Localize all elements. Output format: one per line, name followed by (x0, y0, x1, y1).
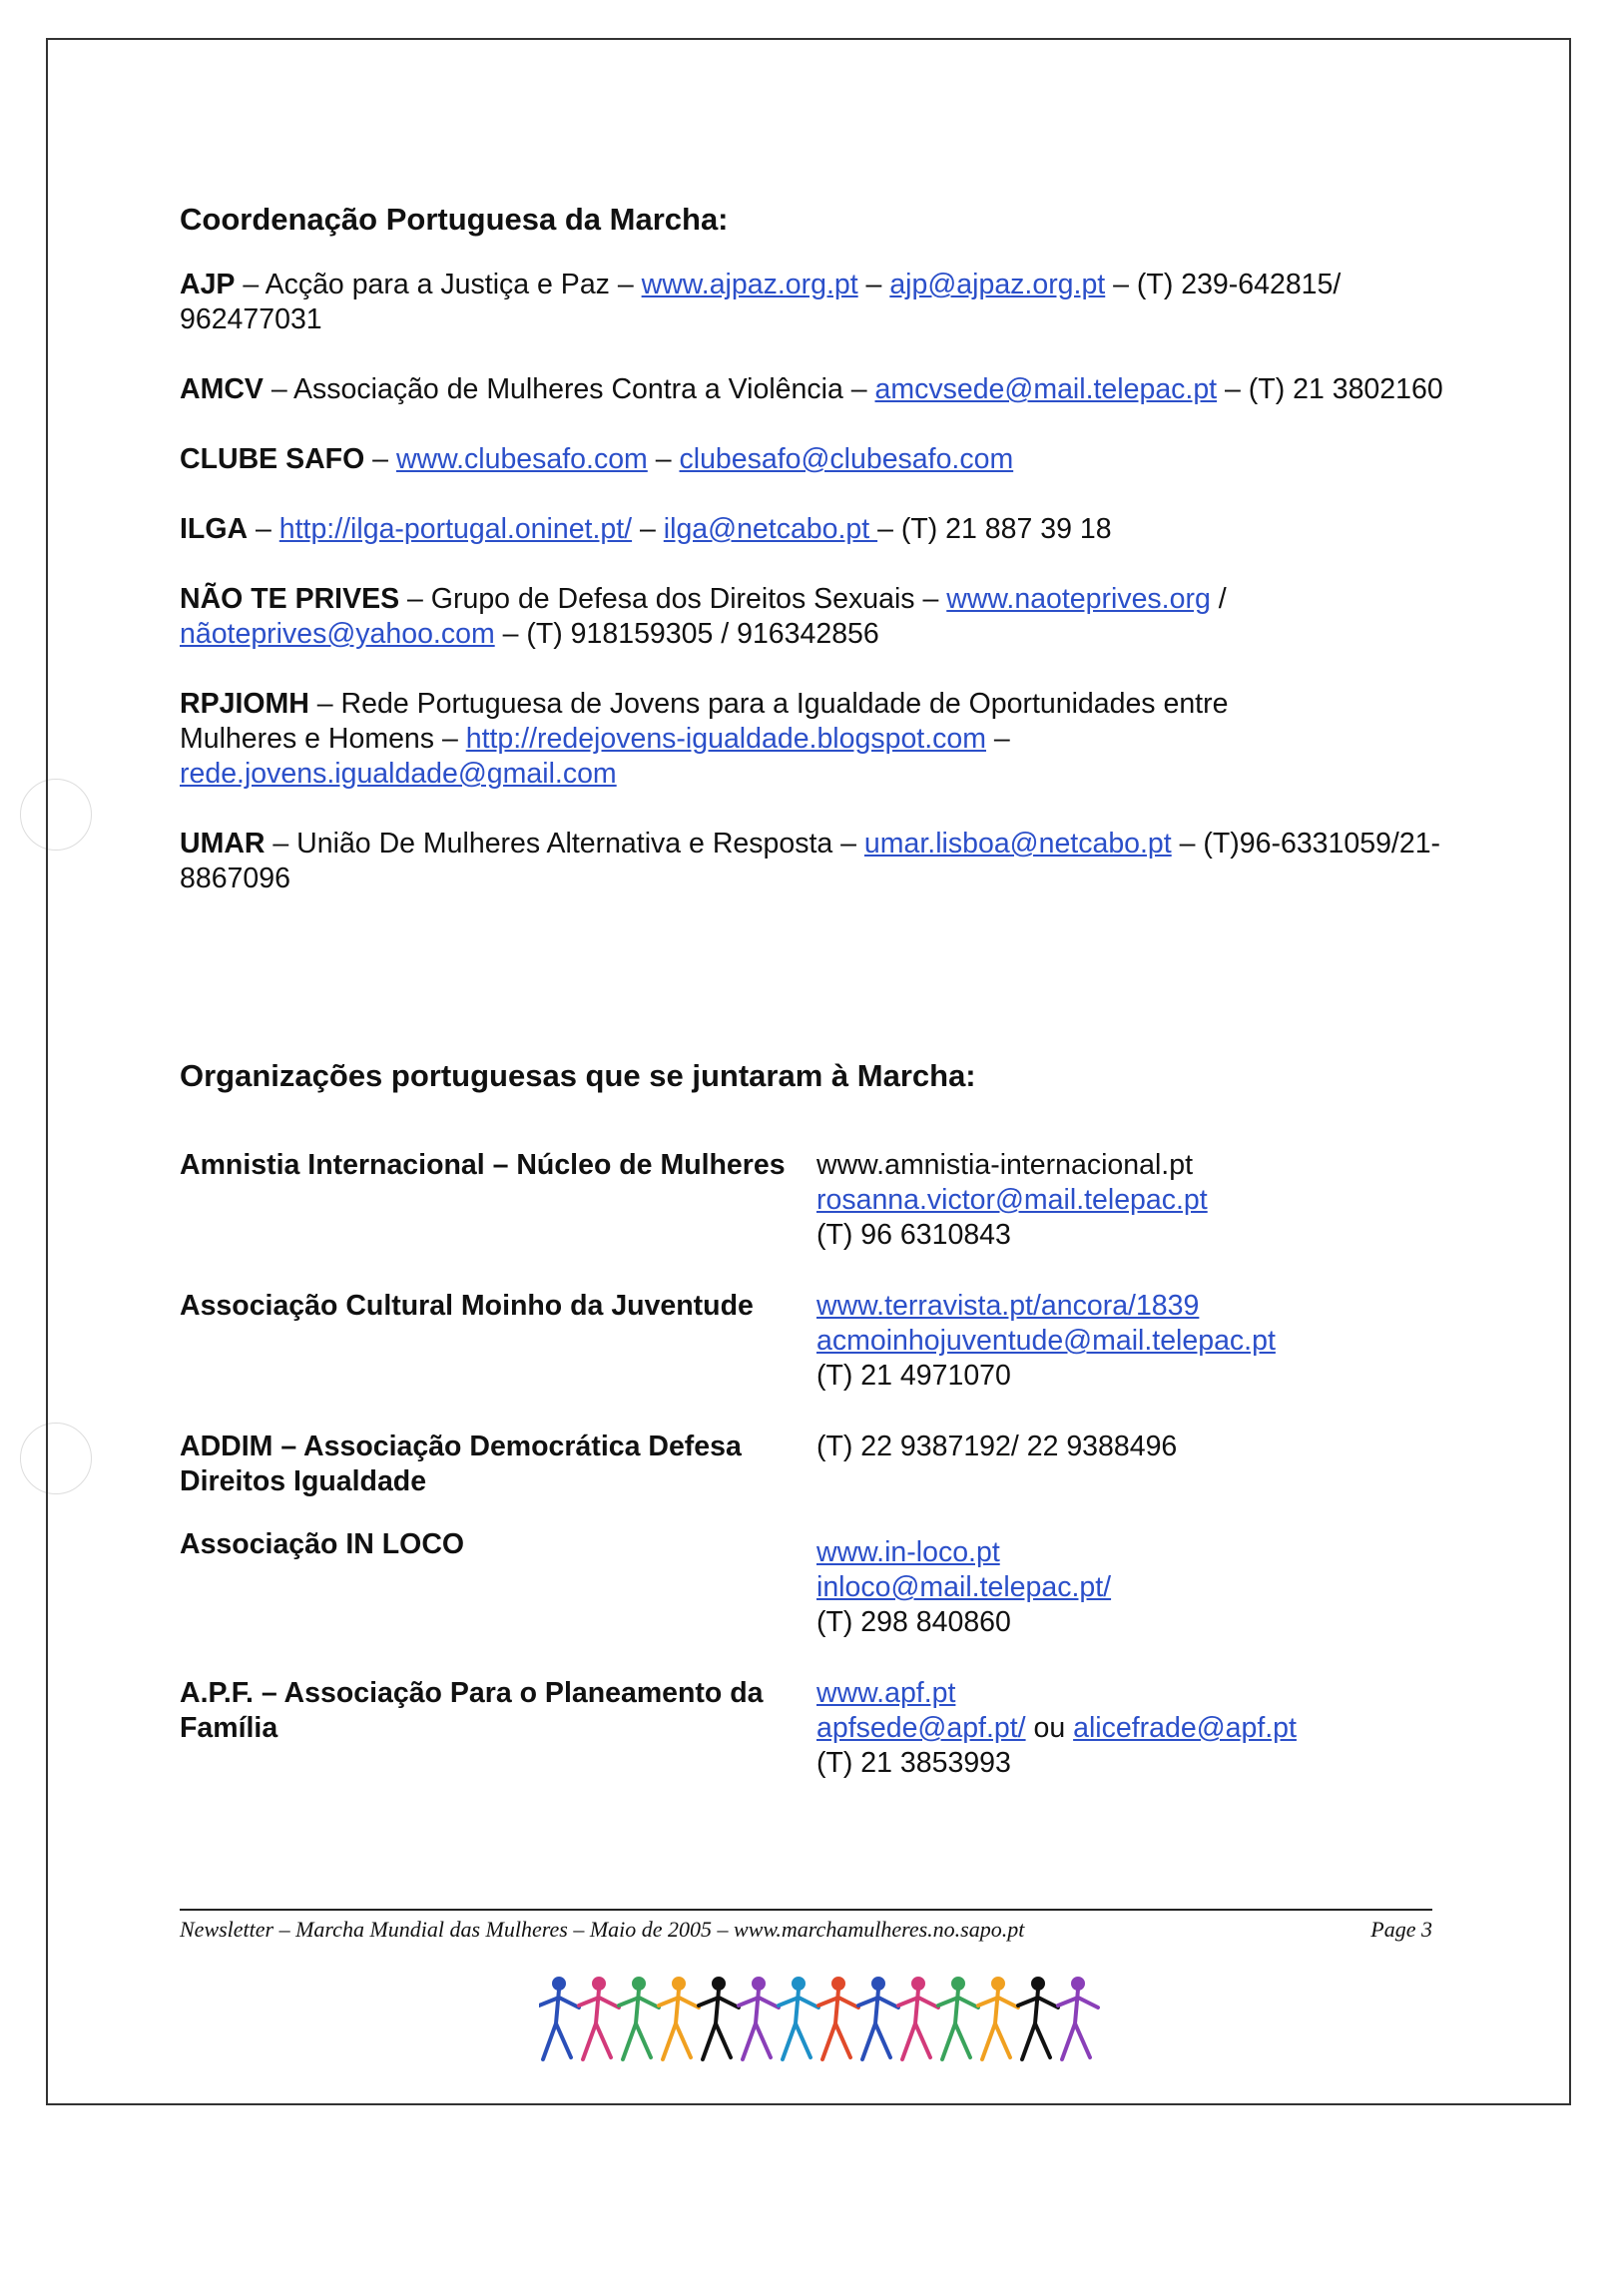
org-contact (816, 1676, 1447, 1781)
entry-name: CLUBE SAFO (180, 443, 365, 475)
phone-text: – (T)96-6331059/21-8867096 (180, 828, 1441, 894)
figure-icon (858, 1979, 898, 2059)
entry-ilga (180, 512, 1447, 547)
figure-icon (539, 1979, 579, 2059)
org-name: A.P.F. – Associação Para o Planeamento da Família (180, 1677, 764, 1744)
separator: / (1210, 583, 1227, 615)
entry-name: NÃO TE PRIVES (180, 583, 400, 615)
email-link[interactable]: ajp@ajpaz.org.pt (889, 269, 1106, 300)
figure-icon (1018, 1979, 1058, 2059)
org-name: Associação Cultural Moinho da Juventude (180, 1290, 754, 1322)
phone-text: – (T) 918159305 / 916342856 (494, 618, 879, 650)
entry-amcv (180, 372, 1447, 407)
website-link[interactable]: www.terravista.pt/ancora/1839 (816, 1290, 1200, 1322)
page-footer (180, 1909, 1432, 1943)
org-name: Associação IN LOCO (180, 1528, 465, 1560)
email-link[interactable]: nãoteprives@yahoo.com (180, 618, 495, 650)
figure-icon (818, 1979, 858, 2059)
phone-text: (T) 22 9387192/ 22 9388496 (816, 1431, 1178, 1462)
email-link[interactable]: amcvsede@mail.telepac.pt (874, 373, 1218, 405)
entry-name: RPJIOMH (180, 688, 309, 720)
entry-desc: – (364, 443, 396, 475)
entry-desc: – Rede Portuguesa de Jovens para a Igualdade de Oportunidades entre Mulheres e Homens – (180, 688, 1229, 755)
entry-nao-te-prives (180, 582, 1447, 652)
entry-name: ILGA (180, 513, 249, 545)
website-link[interactable]: www.naoteprives.org (946, 583, 1211, 615)
phone-text: – (T) 239-642815/ 962477031 (180, 269, 1342, 335)
marcha-figures-logo (539, 1972, 1118, 2067)
org-contact (816, 1148, 1447, 1253)
organizations-section (180, 1056, 1447, 1817)
figure-icon (739, 1979, 779, 2059)
entry-desc: – (248, 513, 279, 545)
email-link[interactable]: clubesafo@clubesafo.com (679, 443, 1014, 475)
website-link[interactable]: http://ilga-portugal.oninet.pt/ (278, 513, 633, 545)
figure-icon (699, 1979, 739, 2059)
org-row-apf (180, 1676, 1447, 1781)
org-contact (816, 1527, 1447, 1640)
entry-ajp (180, 268, 1447, 337)
entry-name: UMAR (180, 828, 266, 860)
website-link[interactable]: www.in-loco.pt (816, 1536, 1000, 1568)
website-link[interactable]: www.apf.pt (816, 1677, 956, 1709)
footer-text: Newsletter – Marcha Mundial das Mulheres – Maio de 2005 – www.marchamulheres.no.sapo.pt (180, 1917, 1025, 1942)
org-row-amnistia (180, 1148, 1447, 1253)
website-link[interactable]: www.ajpaz.org.pt (641, 269, 858, 300)
phone-text: (T) 21 4971070 (816, 1360, 1011, 1392)
entry-desc: – Acção para a Justiça e Paz – (235, 269, 642, 300)
org-name: Amnistia Internacional – Núcleo de Mulheres (180, 1149, 786, 1181)
org-contact (816, 1430, 1447, 1499)
entry-rpjiomh (180, 687, 1258, 792)
entry-umar (180, 827, 1447, 896)
entry-name: AMCV (180, 373, 264, 405)
separator: – (857, 269, 890, 300)
separator: – (632, 513, 664, 545)
figure-icon (938, 1979, 978, 2059)
email-link[interactable]: apfsede@apf.pt/ (816, 1712, 1026, 1744)
email-link[interactable]: rosanna.victor@mail.telepac.pt (816, 1184, 1208, 1216)
phone-text: (T) 96 6310843 (816, 1219, 1011, 1251)
email-line (816, 1711, 1447, 1746)
entry-clube-safo (180, 442, 1447, 477)
figure-icon (1058, 1979, 1098, 2059)
phone-text: – (T) 21 3802160 (1217, 373, 1443, 405)
figure-icon (579, 1979, 619, 2059)
separator: ou (1025, 1712, 1074, 1744)
phone-text: – (T) 21 887 39 18 (877, 513, 1112, 545)
website-link[interactable]: www.clubesafo.com (395, 443, 648, 475)
email-link[interactable]: umar.lisboa@netcabo.pt (863, 828, 1172, 860)
org-row-addim (180, 1430, 1447, 1499)
figure-icon (659, 1979, 699, 2059)
figure-icon (779, 1979, 818, 2059)
separator: – (647, 443, 680, 475)
coordination-heading: Coordenação Portuguesa da Marcha: (180, 202, 729, 237)
figure-icon (978, 1979, 1018, 2059)
organizations-heading: Organizações portuguesas que se juntaram à Marcha: (180, 1058, 976, 1093)
org-contact (816, 1289, 1447, 1394)
org-row-moinho (180, 1289, 1447, 1394)
separator: – (985, 723, 1010, 755)
entry-name: AJP (180, 269, 236, 300)
email-link[interactable]: inloco@mail.telepac.pt/ (816, 1571, 1112, 1603)
coordination-section (180, 200, 1447, 896)
email-link[interactable]: alicefrade@apf.pt (1073, 1712, 1297, 1744)
phone-text: (T) 298 840860 (816, 1606, 1011, 1638)
entry-desc: – Associação de Mulheres Contra a Violência – (263, 373, 875, 405)
entry-desc: – União De Mulheres Alternativa e Resposta – (265, 828, 864, 860)
website-link[interactable]: http://redejovens-igualdade.blogspot.com (465, 723, 986, 755)
entry-desc: – Grupo de Defesa dos Direitos Sexuais – (399, 583, 947, 615)
email-link[interactable]: rede.jovens.igualdade@gmail.com (180, 758, 617, 790)
email-link[interactable]: acmoinhojuventude@mail.telepac.pt (816, 1325, 1276, 1357)
page-number: Page 3 (1370, 1917, 1432, 1942)
website-text: www.amnistia-internacional.pt (816, 1149, 1193, 1181)
org-row-in-loco (180, 1527, 1447, 1640)
figure-icon (619, 1979, 659, 2059)
figure-icon (898, 1979, 938, 2059)
email-link[interactable]: ilga@netcabo.pt (663, 513, 878, 545)
org-name: ADDIM – Associação Democrática Defesa Direitos Igualdade (180, 1431, 742, 1497)
phone-text: (T) 21 3853993 (816, 1747, 1011, 1779)
